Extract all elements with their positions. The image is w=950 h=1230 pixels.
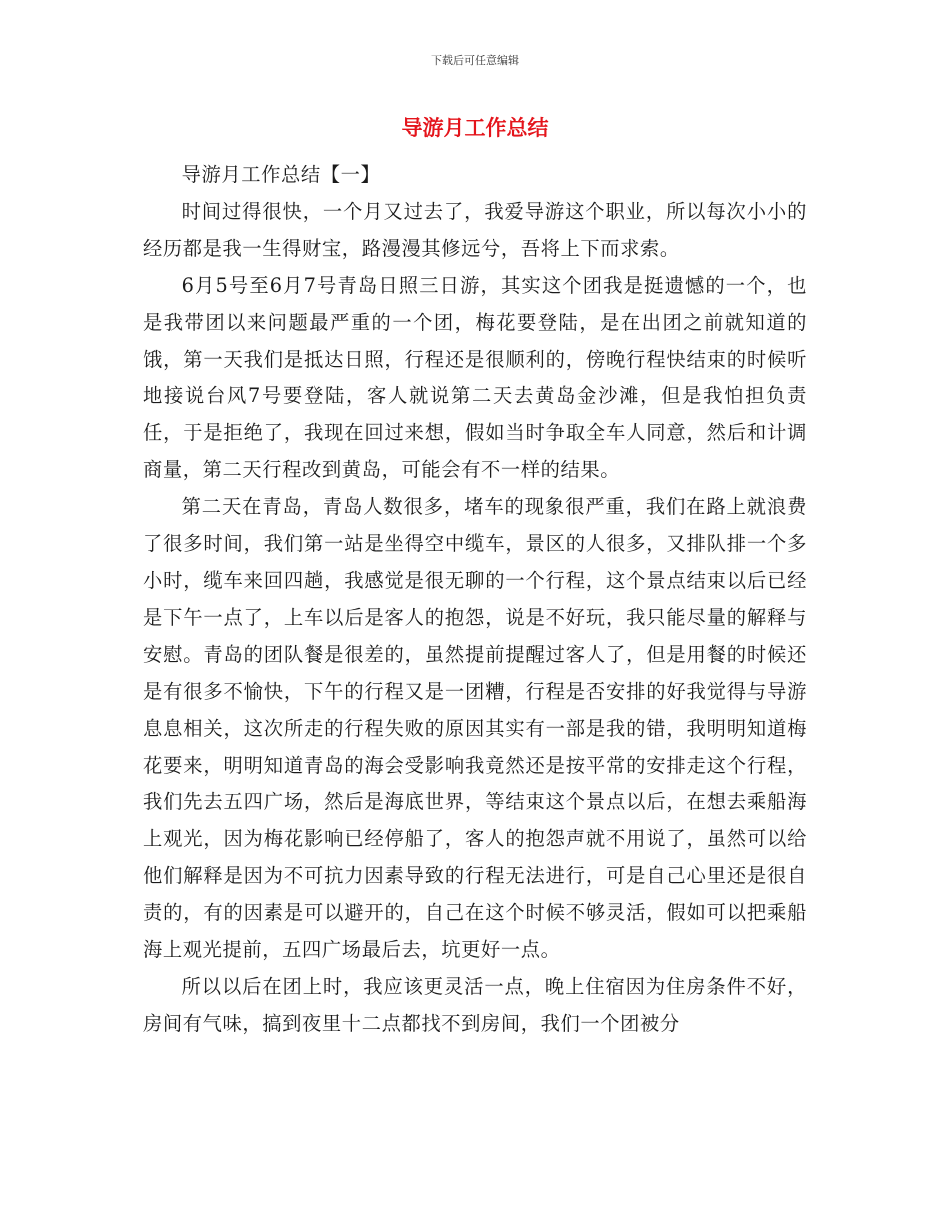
- paragraph: 6月5号至6月7号青岛日照三日游，其实这个团我是挺遗憾的一个，也是我带团以来问题最严重的一个团，梅花要登陆，是在出团之前就知道的饿，第一天我们是抵达日照，行程还是很顺利的，傍晚行程快结束的时候听地接说台风7号要登陆，客人就说第二天去黄岛金沙滩，但是我怕担负责任，于是拒绝了，我现在回过来想，假如当时争取全车人同意，然后和计调商量，第二天行程改到黄岛，可能会有不一样的结果。: [143, 273, 807, 482]
- header-note: 下载后可任意编辑: [431, 54, 519, 67]
- paragraph: 所以以后在团上时，我应该更灵活一点，晚上住宿因为住房条件不好，房间有气味，搞到夜里十二点都找不到房间，我们一个团被分: [143, 974, 807, 1035]
- section-heading: 导游月工作总结【一】: [181, 163, 381, 186]
- paragraph: 第二天在青岛，青岛人数很多，堵车的现象很严重，我们在路上就浪费了很多时间，我们第一站是坐得空中缆车，景区的人很多，又排队排一个多小时，缆车来回四趟，我感觉是很无聊的一个行程，这个景点结束以后已经是下午一点了，上车以后是客人的抱怨，说是不好玩，我只能尽量的解释与安慰。青岛的团队餐是很差的，虽然提前提醒过客人了，但是用餐的时候还是有很多不愉快，下午的行程又是一团糟，行程是否安排的好我觉得与导游息息相关，这次所走的行程失败的原因其实有一部是我的错，我明明知道梅花要来，明明知道青岛的海会受影响我竟然还是按平常的安排走这个行程，我们先去五四广场，然后是海底世界，等结束这个景点以后，在想去乘船海上观光，因为梅花影响已经停船了，客人的抱怨声就不用说了，虽然可以给他们解释是因为不可抗力因素导致的行程无法进行，可是自己心里还是很自责的，有的因素是可以避开的，自己在这个时候不够灵活，假如可以把乘船海上观光提前，五四广场最后去，坑更好一点。: [143, 495, 807, 962]
- document-title: 导游月工作总结: [401, 116, 549, 140]
- paragraph: 时间过得很快，一个月又过去了，我爱导游这个职业，所以每次小小的经历都是我一生得财宝，路漫漫其修远兮，吾将上下而求索。: [143, 199, 807, 260]
- document-body: [143, 157, 807, 1043]
